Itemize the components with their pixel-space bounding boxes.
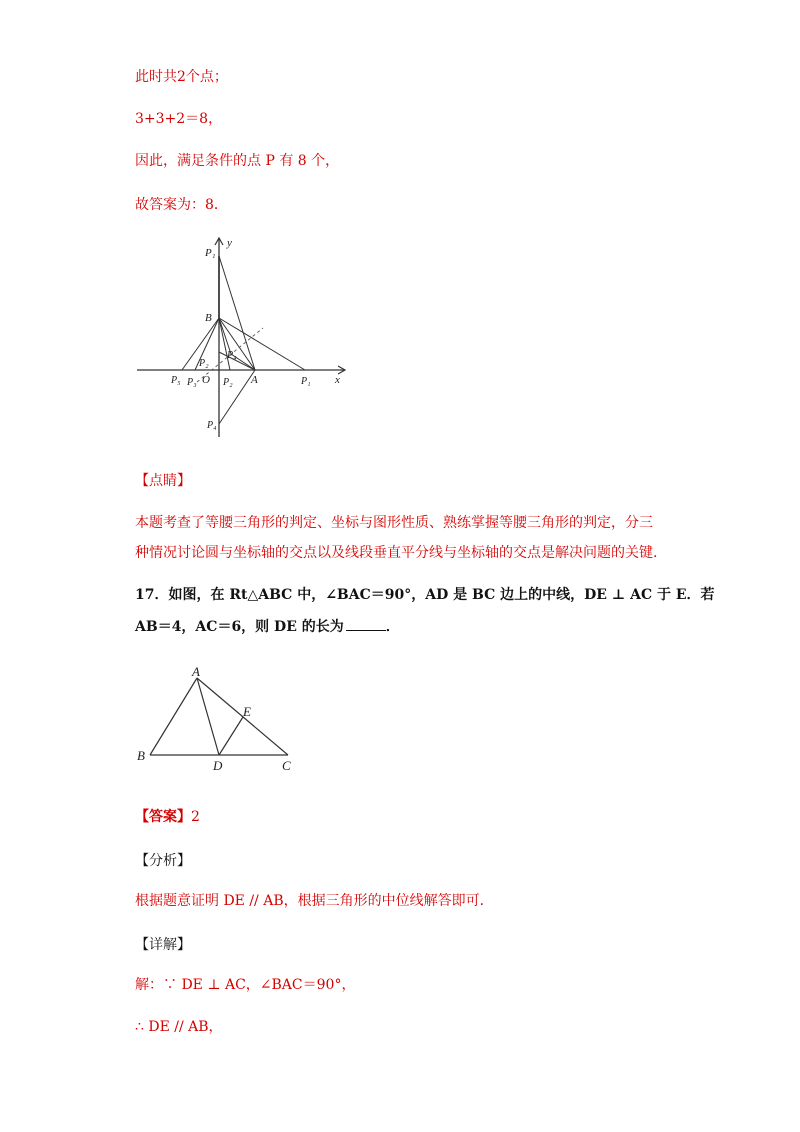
text-line-3: 因此，满足条件的点 P 有 8 个， <box>135 153 340 169</box>
label-p3: P₃ <box>187 377 197 388</box>
label-y: y <box>227 237 232 249</box>
text-line-1: 此时共2个点； <box>135 69 228 85</box>
dianjing-title: 【点睛】 <box>135 473 191 489</box>
detail-title: 【详解】 <box>135 937 191 953</box>
label-e: E <box>243 704 251 719</box>
answer-blank <box>346 630 386 631</box>
label-o: O <box>202 374 210 386</box>
answer-title: 【答案】 <box>135 809 191 825</box>
detail-line-1: 解：∵ DE ⊥ AC，∠BAC＝90°， <box>135 977 356 993</box>
answer-value: 2 <box>191 809 200 825</box>
label-p1-top: P₁ <box>205 247 216 259</box>
question-17-line-1: 17．如图，在 Rt△ABC 中，∠BAC＝90°，AD 是 BC 边上的中线，DE ⊥ AC 于 E．若 <box>135 587 715 603</box>
label-b: B <box>205 312 212 324</box>
label-c: C <box>282 758 291 773</box>
label-p4-bottom: P₄ <box>207 420 217 431</box>
detail-line-2: ∴ DE // AB， <box>135 1019 223 1035</box>
label-p1-right: P₁ <box>301 376 311 387</box>
triangle-figure <box>135 662 305 781</box>
label-b: B <box>137 748 145 763</box>
dianjing-text-2: 种情况讨论圆与坐标轴的交点以及线段垂直平分线与坐标轴的交点是解决问题的关键. <box>135 545 658 561</box>
label-p2-lower: P₂ <box>223 377 233 388</box>
label-d: D <box>213 758 223 773</box>
coordinate-figure <box>135 232 355 446</box>
analysis-title: 【分析】 <box>135 853 191 869</box>
label-p4-inner: P₄ <box>227 350 237 361</box>
dianjing-text-1: 本题考查了等腰三角形的判定、坐标与图形性质、熟练掌握等腰三角形的判定，分三 <box>135 515 653 531</box>
label-p2-upper: P₂ <box>199 358 209 369</box>
label-a: A <box>192 664 200 679</box>
text-line-2: 3+3+2＝8， <box>135 111 223 127</box>
label-a: A <box>251 374 258 386</box>
label-p5: P₅ <box>171 375 181 386</box>
answer-line <box>135 806 200 826</box>
label-x: x <box>335 374 340 386</box>
analysis-text: 根据题意证明 DE // AB，根据三角形的中位线解答即可． <box>135 893 494 909</box>
question-17-line-2: AB＝4，AC＝6，则 DE 的长为 ． <box>135 619 400 635</box>
question-17-text: AB＝4，AC＝6，则 DE 的长为 <box>135 619 344 635</box>
text-line-4: 故答案为：8． <box>135 197 228 213</box>
